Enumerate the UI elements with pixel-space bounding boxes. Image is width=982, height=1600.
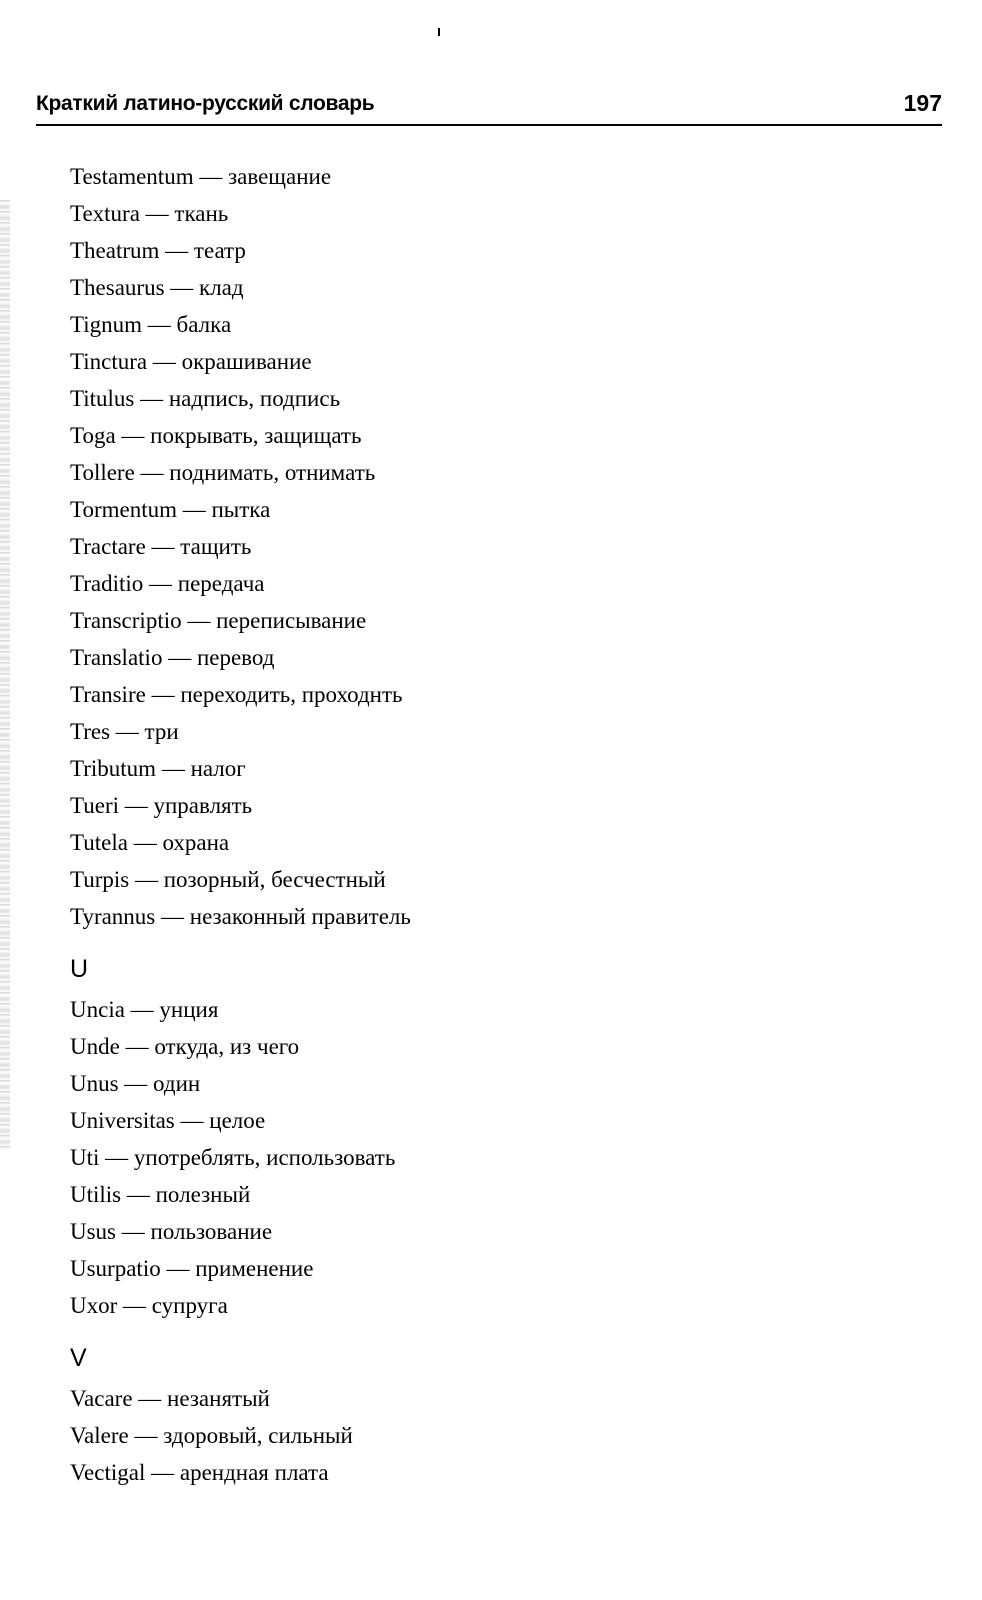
header-title: Краткий латино-русский словарь xyxy=(36,92,375,115)
dictionary-entry: Toga — покрывать, защищать xyxy=(70,423,362,448)
dictionary-entry: Tollere — поднимать, отнимать xyxy=(70,460,376,485)
dictionary-entry: Uti — употреблять, использовать xyxy=(70,1145,396,1170)
dictionary-entry: Tueri — управлять xyxy=(70,793,253,818)
dictionary-entry: Vacare — незанятый xyxy=(70,1386,270,1411)
dictionary-entry: Testamentum — завещание xyxy=(70,164,332,189)
page-number: 197 xyxy=(903,90,942,116)
dictionary-entry: Textura — ткань xyxy=(70,201,229,226)
dictionary-entry: Titulus — надпись, подпись xyxy=(70,386,341,411)
dictionary-entry: Utilis — полезный xyxy=(70,1182,251,1207)
dictionary-entry: Traditio — передача xyxy=(70,571,265,596)
section-letter: U xyxy=(70,955,89,983)
dictionary-entry: Transcriptio — переписывание xyxy=(70,608,367,633)
dictionary-entry: Tractare — тащить xyxy=(70,534,252,559)
scan-edge-shadow xyxy=(0,200,10,1150)
running-header xyxy=(36,88,942,126)
dictionary-entry: Uxor — супруга xyxy=(70,1293,228,1318)
dictionary-entry: Valere — здоровый, сильный xyxy=(70,1423,353,1448)
dictionary-entry: Unus — один xyxy=(70,1071,201,1096)
dictionary-entry: Tormentum — пытка xyxy=(70,497,271,522)
dictionary-entry: Usus — пользование xyxy=(70,1219,273,1244)
dictionary-entry: Tutela — охрана xyxy=(70,830,230,855)
dictionary-entry: Tinctura — окрашивание xyxy=(70,349,312,374)
dictionary-entry: Universitas — целое xyxy=(70,1108,266,1133)
dictionary-entry: Tres — три xyxy=(70,719,179,744)
dictionary-entry: Tignum — балка xyxy=(70,312,232,337)
dictionary-entry: Unde — откуда, из чего xyxy=(70,1034,300,1059)
dictionary-entry: Uncia — унция xyxy=(70,997,219,1022)
dictionary-entry: Translatio — перевод xyxy=(70,645,275,670)
dictionary-entry: Vectigal — арендная плата xyxy=(70,1460,329,1485)
dictionary-entry: Turpis — позорный, бесчестный xyxy=(70,867,386,892)
dictionary-entry: Tributum — налог xyxy=(70,756,246,781)
dictionary-entry: Usurpatio — применение xyxy=(70,1256,314,1281)
dictionary-entries xyxy=(70,158,930,1491)
dictionary-entry: Thesaurus — клад xyxy=(70,275,244,300)
dictionary-entry: Transire — переходить, проходнть xyxy=(70,682,403,707)
section-letter: V xyxy=(70,1344,87,1372)
dictionary-entry: Tyrannus — незаконный правитель xyxy=(70,904,411,929)
dictionary-entry: Theatrum — театр xyxy=(70,238,246,263)
scan-speck xyxy=(438,28,440,36)
